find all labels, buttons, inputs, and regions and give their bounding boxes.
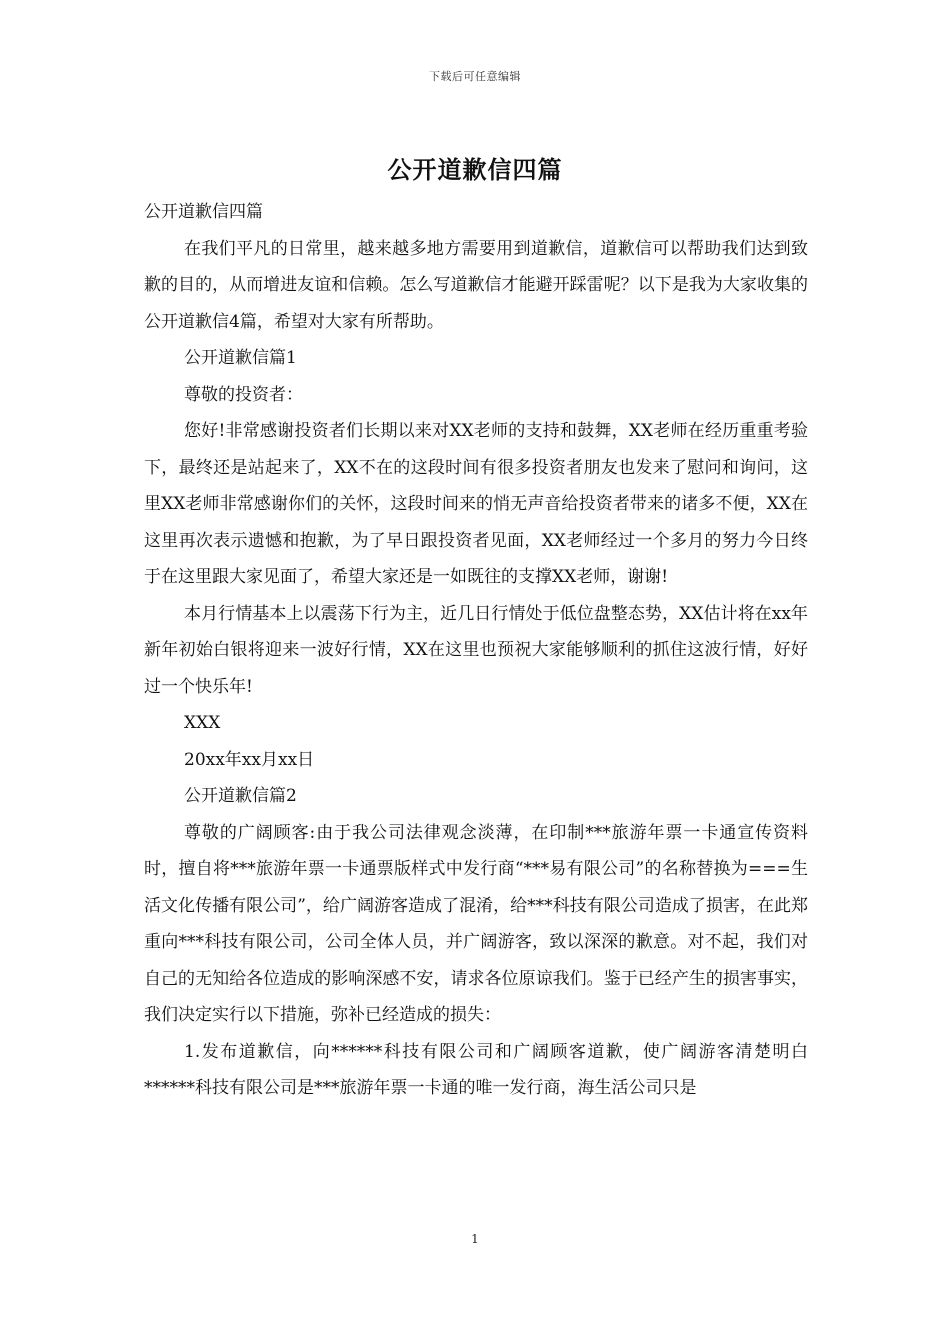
header-note: 下载后可任意编辑: [429, 70, 521, 83]
paragraph: 您好!非常感谢投资者们长期以来对XX老师的支持和鼓舞，XX老师在经历重重考验下，最终还是站起来了，XX不在的这段时间有很多投资者朋友也发来了慰问和询问，这里XX老师非常感谢你们的关怀，这段时间来的悄无声音给投资者带来的诸多不便，XX在这里再次表示遗憾和抱歉，为了早日跟投资者见面，XX老师经过一个多月的努力今日终于在这里跟大家见面了，希望大家还是一如既往的支撑XX老师，谢谢!: [144, 421, 808, 587]
paragraph: 1.发布道歉信，向******科技有限公司和广阔顾客道歉，使广阔游客清楚明白******科技有限公司是***旅游年票一卡通的唯一发行商，海生活公司只是: [144, 1041, 808, 1098]
document-body: [144, 194, 808, 1107]
paragraph: 公开道歉信篇1: [184, 348, 297, 368]
document-title: 公开道歉信四篇: [387, 155, 563, 184]
paragraph: 尊敬的广阔顾客:由于我公司法律观念淡薄，在印制***旅游年票一卡通宣传资料时，擅自将***旅游年票一卡通票版样式中发行商“***易有限公司”的名称替换为===生活文化传播有限公司”，给广阔游客造成了混淆，给***科技有限公司造成了损害，在此郑重向***科技有限公司，公司全体人员，并广阔游客，致以深深的歉意。对不起，我们对自己的无知给各位造成的影响深感不安，请求各位原谅我们。鉴于已经产生的损害事实，我们决定实行以下措施，弥补已经造成的损失：: [144, 822, 808, 1025]
paragraph: 在我们平凡的日常里，越来越多地方需要用到道歉信，道歉信可以帮助我们达到致歉的目的，从而增进友谊和信赖。怎么写道歉信才能避开踩雷呢？以下是我为大家收集的公开道歉信4篇，希望对大家有所帮助。: [144, 238, 808, 332]
paragraph: 尊敬的投资者：: [184, 384, 303, 405]
paragraph: 本月行情基本上以震荡下行为主，近几日行情处于低位盘整态势，XX估计将在xx年新年初始白银将迎来一波好行情，XX在这里也预祝大家能够顺利的抓住这波行情，好好过一个快乐年!: [144, 603, 808, 697]
paragraph: XXX: [184, 713, 221, 733]
paragraph: 公开道歉信篇2: [184, 786, 297, 806]
paragraph: 20xx年xx月xx日: [184, 749, 315, 770]
page-number: 1: [471, 1232, 479, 1246]
paragraph: 公开道歉信四篇: [144, 202, 263, 222]
